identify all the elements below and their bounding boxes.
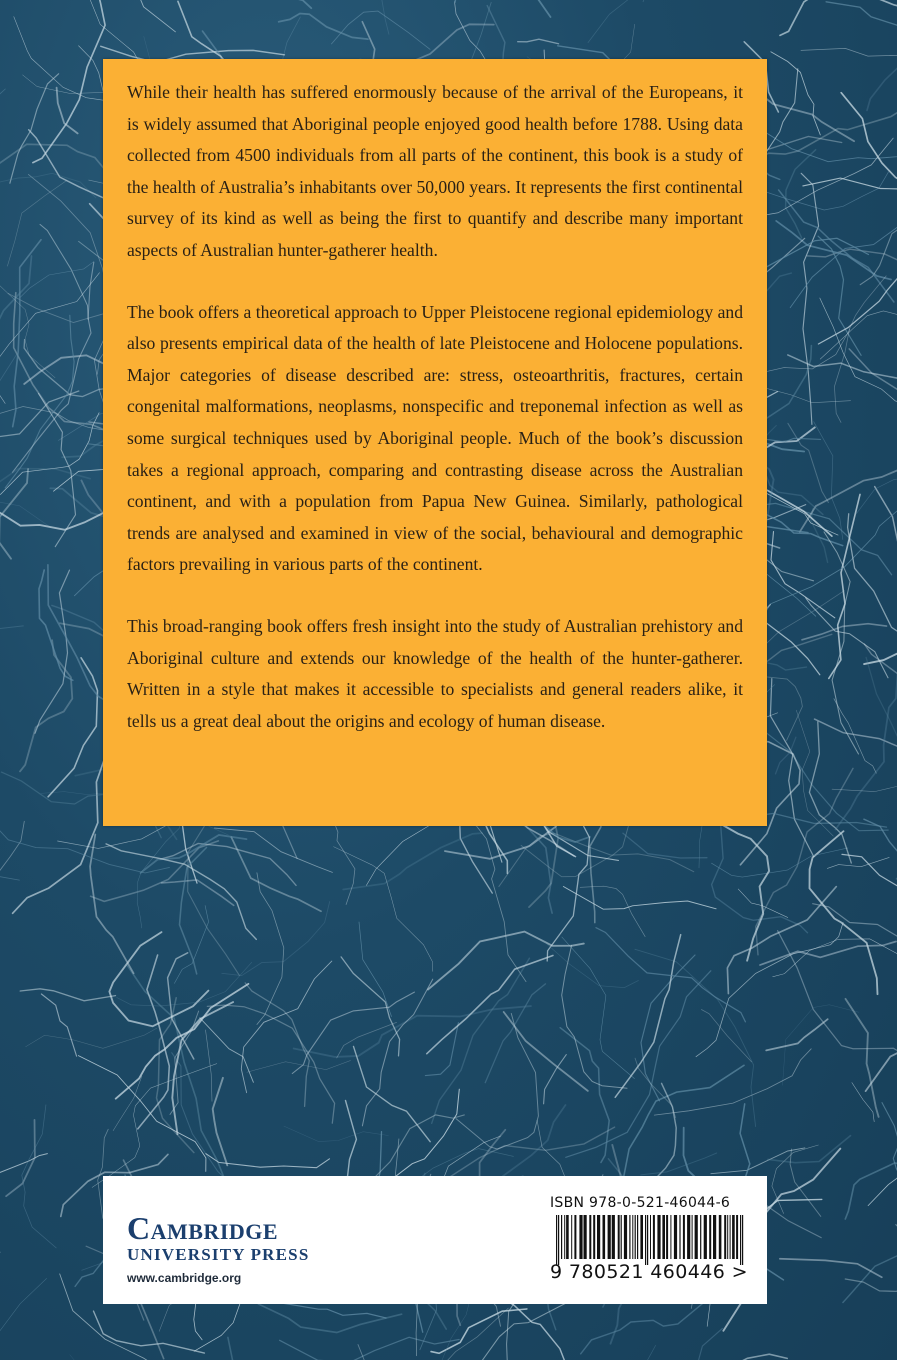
blurb-paragraph-3: This broad-ranging book offers fresh insight into the study of Australian prehistory and Aboriginal culture and extends our knowledge of the health of the hunter-gatherer. Written in a style that makes it accessible to specialists and general readers alike, it tells us a great deal about the origins and ecology of human disease. xyxy=(127,615,743,731)
isbn-label: ISBN 978-0-521-46044-6 xyxy=(550,1195,731,1211)
publisher-logo xyxy=(127,1211,309,1265)
publisher-subtitle: UNIVERSITY PRESS xyxy=(127,1245,310,1264)
barcode-icon xyxy=(550,1215,750,1265)
blurb-paragraph-1: While their health has suffered enormously because of the arrival of the Europeans, it is widely assumed that Aboriginal people enjoyed good health before 1788. Using data collected from 4500 individuals from all parts of the continent, this book is a study of the health of Australia’s inhabitants over 50,000 years. It represents the first continental survey of its kind as well as being the first to quantify and describe many important aspects of Australian hunter-gatherer health. xyxy=(127,82,743,260)
publisher-url: www.cambridge.org xyxy=(127,1271,242,1285)
blurb-panel xyxy=(103,59,767,826)
publisher-name: Cambridge xyxy=(127,1210,279,1246)
publisher-box xyxy=(103,1176,767,1304)
isbn-barcode xyxy=(550,1195,760,1295)
blurb-paragraph-2: The book offers a theoretical approach to Upper Pleistocene regional epidemiology and also presents empirical data of the health of late Pleistocene and Holocene populations. Major categories of disease described are: stress, osteoarthritis, fractures, certain congenital malformations, neoplasms, nonspecific and treponemal infection as well as some surgical techniques used by Aboriginal people. Much of the book’s discussion takes a regional approach, comparing and contrasting disease across the Australian continent, and with a population from Papua New Guinea. Similarly, pathological trends are analysed and examined in view of the social, behavioural and demographic factors prevailing in various parts of the continent. xyxy=(127,301,743,575)
barcode-digits: 9 780521 460446 > xyxy=(550,1261,748,1283)
